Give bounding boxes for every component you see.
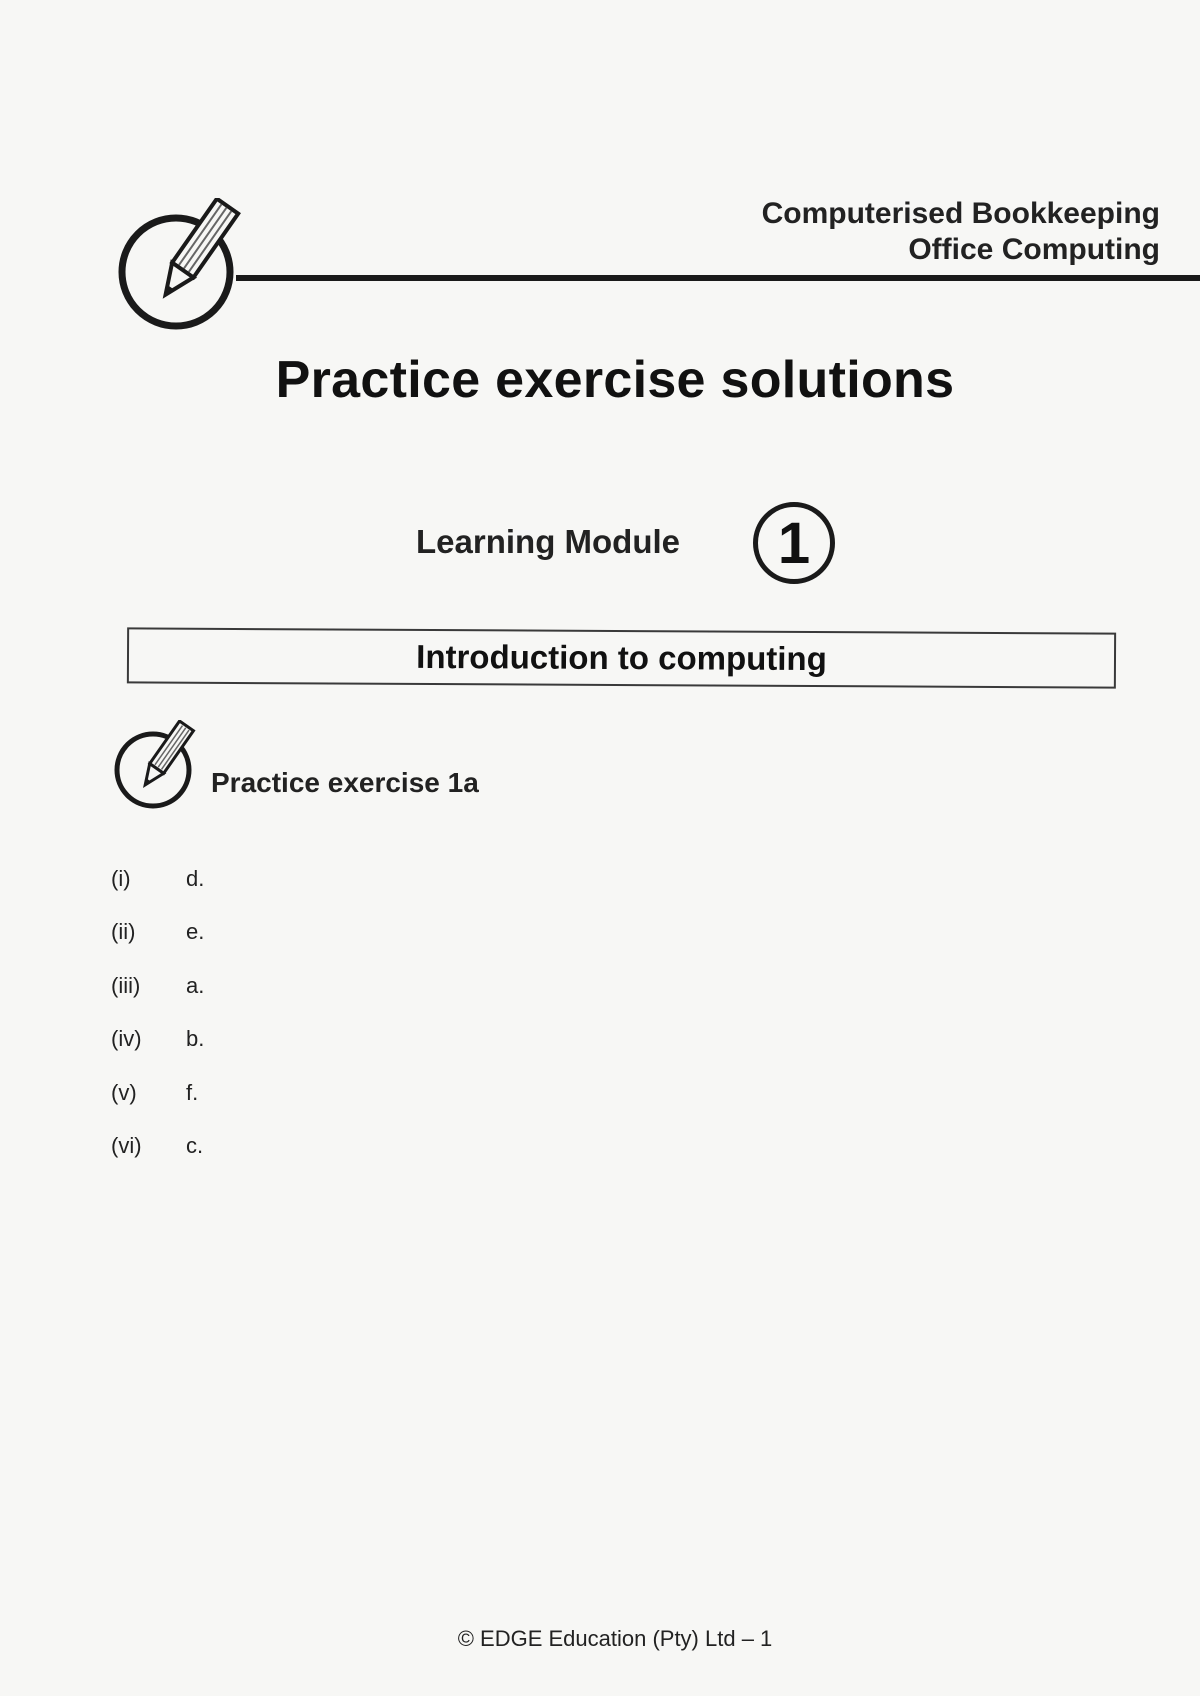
answer-value: f. bbox=[186, 1079, 199, 1105]
answer-value: b. bbox=[186, 1026, 205, 1052]
answer-number: (vi) bbox=[111, 1132, 142, 1158]
answer-value: a. bbox=[186, 972, 205, 998]
course-title: Computerised Bookkeeping bbox=[761, 197, 1160, 230]
exercise-title: Practice exercise 1a bbox=[211, 767, 479, 798]
page-footer: © EDGE Education (Pty) Ltd – 1 bbox=[457, 1626, 773, 1651]
pencil-circle-icon bbox=[118, 198, 242, 332]
answer-value: c. bbox=[186, 1132, 204, 1158]
course-subtitle: Office Computing bbox=[908, 233, 1160, 266]
answer-value: d. bbox=[186, 866, 205, 891]
answer-number: (iii) bbox=[111, 972, 141, 998]
topic-banner bbox=[127, 627, 1116, 688]
answer-number: (i) bbox=[111, 866, 131, 891]
answer-number: (v) bbox=[111, 1079, 137, 1105]
module-number-badge: 1 bbox=[753, 502, 835, 584]
page-title: Practice exercise solutions bbox=[275, 351, 955, 409]
topic-title: Introduction to computing bbox=[416, 637, 827, 678]
pencil-circle-icon bbox=[114, 720, 198, 812]
module-label: Learning Module bbox=[416, 523, 680, 560]
course-header bbox=[762, 196, 1160, 268]
header-rule bbox=[236, 275, 1200, 281]
answer-value: e. bbox=[186, 919, 205, 945]
answer-number: (iv) bbox=[111, 1026, 142, 1052]
answer-number: (ii) bbox=[111, 919, 136, 945]
